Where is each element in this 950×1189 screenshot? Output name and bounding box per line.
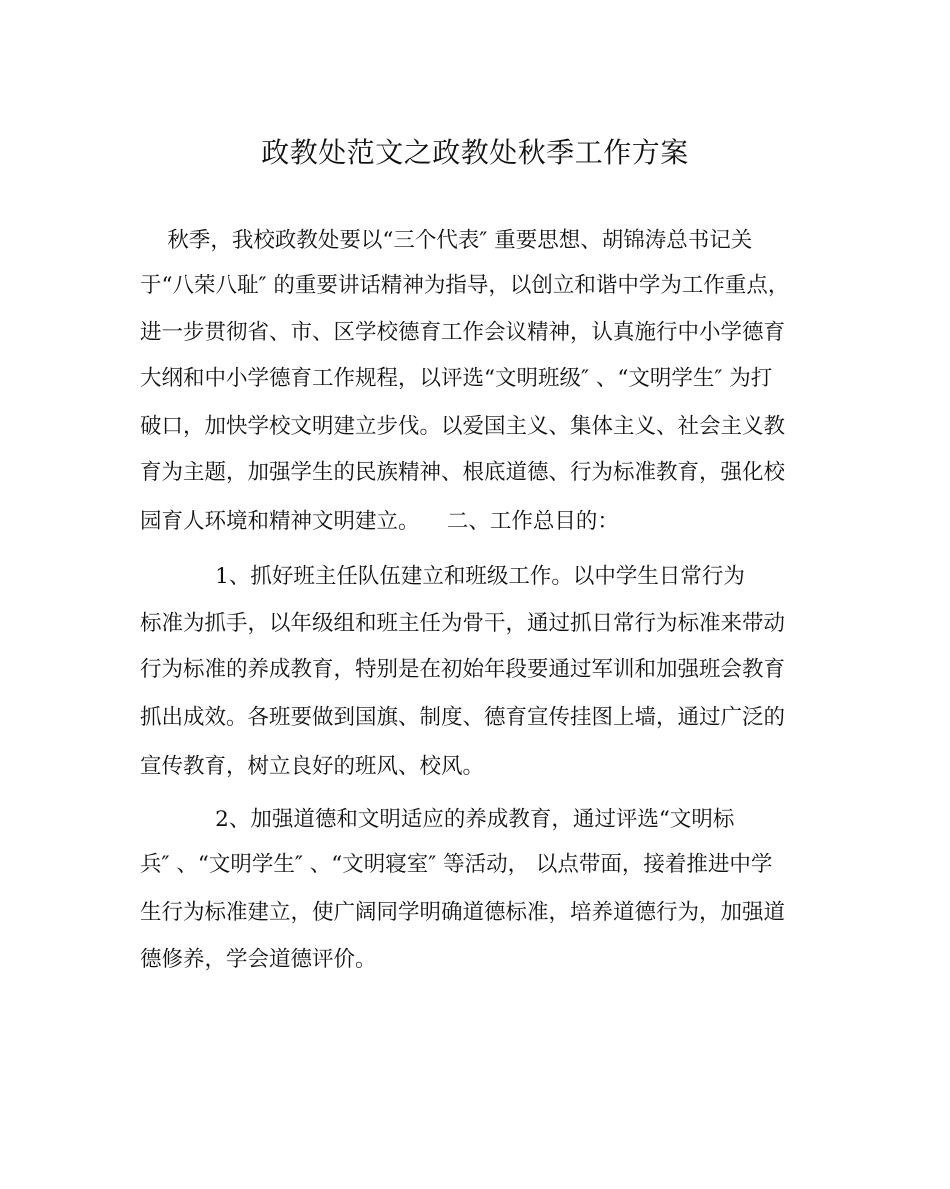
paragraph-line: 抓出成效。各班要做到国旗、制度、德育宣传挂图上墙，通过广泛的	[140, 705, 786, 730]
paragraph-line: 生行为标准建立，使广阔同学明确道德标准，培养道德行为，加强道	[140, 900, 786, 925]
paragraph-line: 行为标准的养成教育，特别是在初始年段要通过军训和加强班会教育	[140, 657, 786, 682]
paragraph-line: 标准为抓手，以年级组和班主任为骨干，通过抓日常行为标准来带动	[140, 611, 786, 636]
paragraph-line: 1、抓好班主任队伍建立和班级工作。以中学生日常行为	[140, 564, 745, 589]
paragraph-line: 大纲和中小学德育工作规程，以评选“文明班级″ 、“文明学生″ 为打	[140, 366, 773, 391]
paragraph-line: 于“八荣八耻″ 的重要讲话精神为指导，以创立和谐中学为工作重点，	[140, 273, 790, 298]
paragraph-line: 德修养，学会道德评价。	[140, 947, 377, 972]
paragraph-line: 兵″ 、“文明学生″ 、“文明寝室″ 等活动， 以点带面，接着推进中学	[140, 852, 773, 877]
paragraph-line: 进一步贯彻省、市、区学校德育工作会议精神，认真施行中小学德育	[140, 320, 786, 345]
paragraph-line: 园育人环境和精神文明建立。 二、工作总目的：	[140, 509, 619, 534]
paragraph-line: 宣传教育，树立良好的班风、校风。	[140, 754, 485, 779]
paragraph-line: 2、加强道德和文明适应的养成教育，通过评选“文明标	[140, 807, 735, 832]
paragraph-line: 育为主题，加强学生的民族精神、根底道德、行为标准教育，强化校	[140, 460, 786, 485]
paragraph-line: 破口，加快学校文明建立步伐。以爱国主义、集体主义、社会主义教	[140, 414, 786, 439]
document-title: 政教处范文之政教处秋季工作方案	[261, 136, 689, 169]
paragraph-line: 秋季，我校政教处要以“三个代表″ 重要思想、胡锦涛总书记关	[140, 228, 753, 253]
